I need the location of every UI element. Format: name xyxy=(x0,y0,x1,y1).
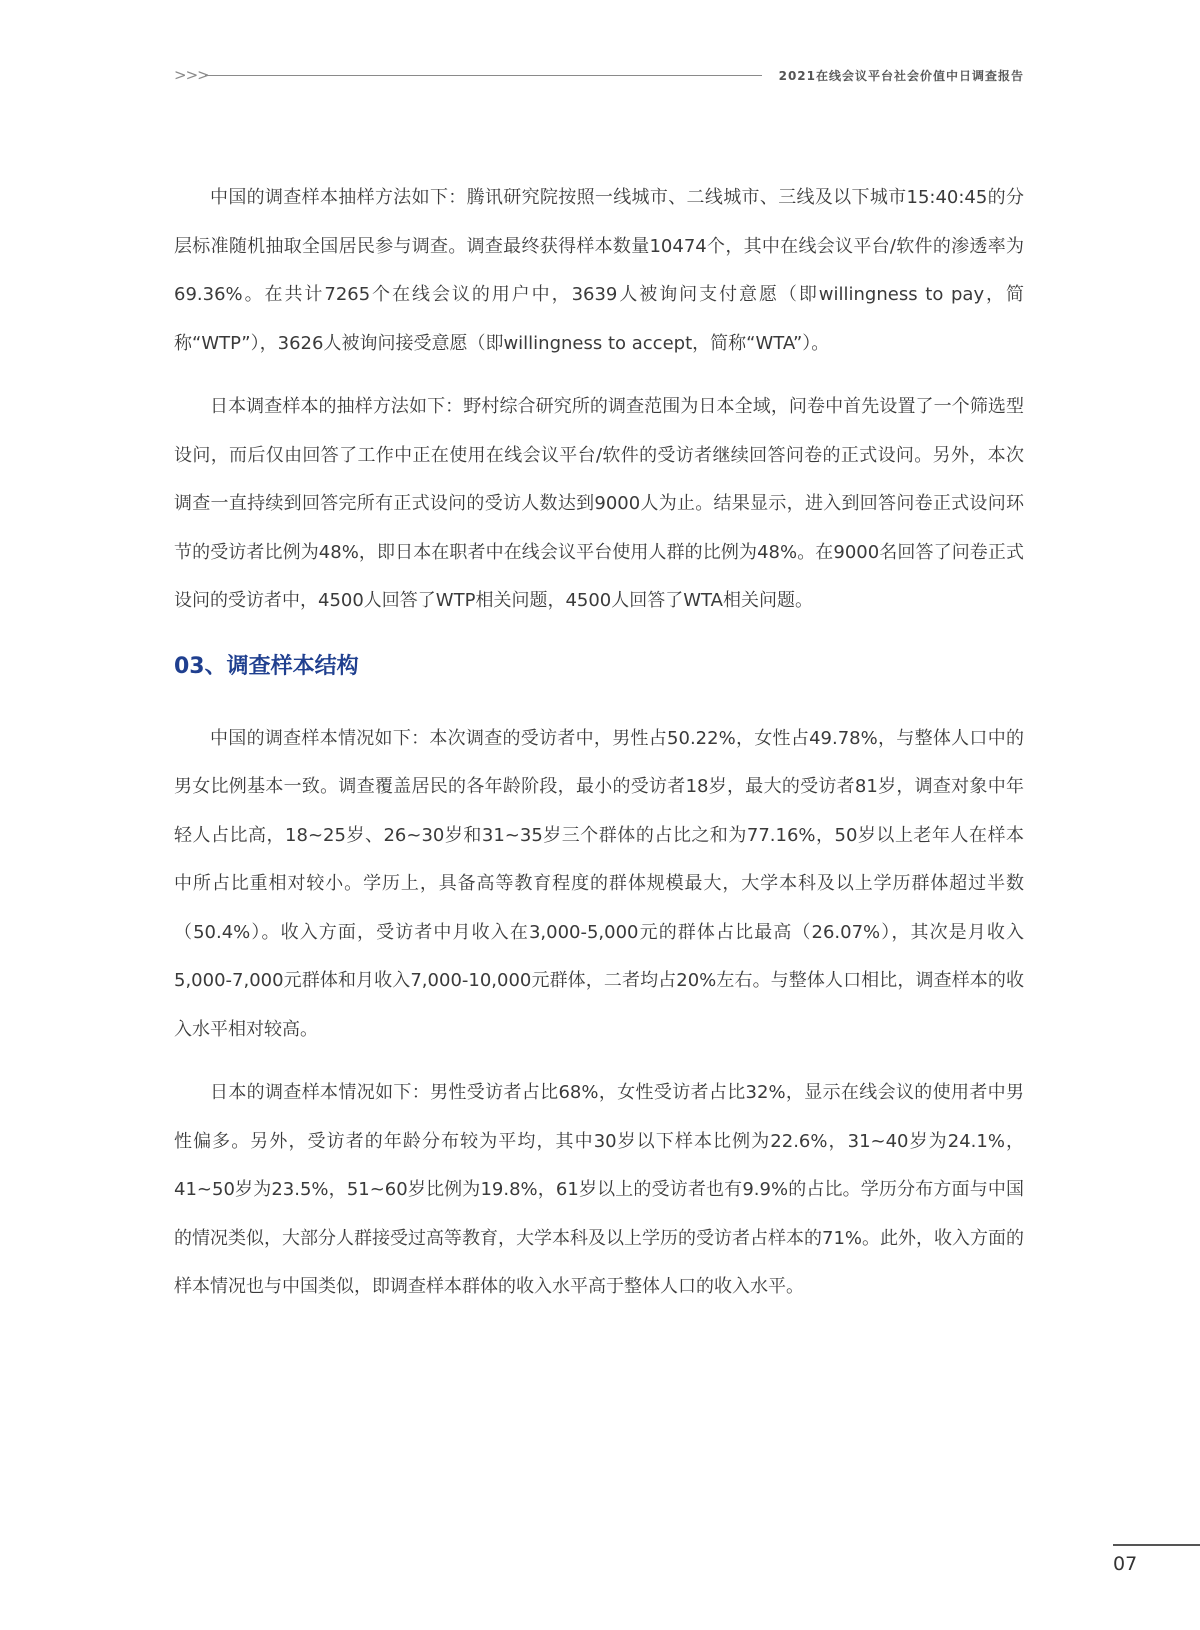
page-header xyxy=(174,64,1024,88)
main-content xyxy=(174,174,1024,1327)
paragraph-china-sampling-method: 中国的调查样本抽样方法如下：腾讯研究院按照一线城市、二线城市、三线及以下城市15:40:45的分层标准随机抽取全国居民参与调查。调查最终获得样本数量10474个，其中在线会议平台/软件的渗透率为69.36%。在共计7265个在线会议的用户中，3639人被询问支付意愿（即willingness to pay，简称“WTP”），3626人被询问接受意愿（即willingness to accept，简称“WTA”）。 xyxy=(174,187,1024,354)
paragraph-china-sample-profile: 中国的调查样本情况如下：本次调查的受访者中，男性占50.22%，女性占49.78%，与整体人口中的男女比例基本一致。调查覆盖居民的各年龄阶段，最小的受访者18岁，最大的受访者81岁，调查对象中年轻人占比高，18~25岁、26~30岁和31~35岁三个群体的占比之和为77.16%，50岁以上老年人在样本中所占比重相对较小。学历上，具备高等教育程度的群体规模最大，大学本科及以上学历群体超过半数（50.4%）。收入方面，受访者中月收入在3,000-5,000元的群体占比最高（26.07%），其次是月收入5,000-7,000元群体和月收入7,000-10,000元群体，二者均占20%左右。与整体人口相比，调查样本的收入水平相对较高。 xyxy=(174,727,1024,1040)
section-heading: 03、调查样本结构 xyxy=(174,653,359,679)
chevron-right-icon: >>> xyxy=(174,66,209,84)
paragraph-japan-sample-profile: 日本的调查样本情况如下：男性受访者占比68%，女性受访者占比32%，显示在线会议的使用者中男性偏多。另外，受访者的年龄分布较为平均，其中30岁以下样本比例为22.6%，31~40岁为24.1%，41~50岁为23.5%，51~60岁比例为19.8%，61岁以上的受访者也有9.9%的占比。学历分布方面与中国的情况类似，大部分人群接受过高等教育，大学本科及以上学历的受访者占样本的71%。此外，收入方面的样本情况也与中国类似，即调查样本群体的收入水平高于整体人口的收入水平。 xyxy=(174,1082,1025,1297)
paragraph-japan-sampling-method: 日本调查样本的抽样方法如下：野村综合研究所的调查范围为日本全域，问卷中首先设置了一个筛选型设问，而后仅由回答了工作中正在使用在线会议平台/软件的受访者继续回答问卷的正式设问。另外，本次调查一直持续到回答完所有正式设问的受访人数达到9000人为止。结果显示，进入到回答问卷正式设问环节的受访者比例为48%，即日本在职者中在线会议平台使用人群的比例为48%。在9000名回答了问卷正式设问的受访者中，4500人回答了WTP相关问题，4500人回答了WTA相关问题。 xyxy=(174,396,1024,611)
footer-divider xyxy=(1113,1544,1200,1546)
report-title: 2021在线会议平台社会价值中日调查报告 xyxy=(778,69,1024,83)
header-divider xyxy=(205,75,762,76)
page-number: 07 xyxy=(1113,1553,1138,1575)
